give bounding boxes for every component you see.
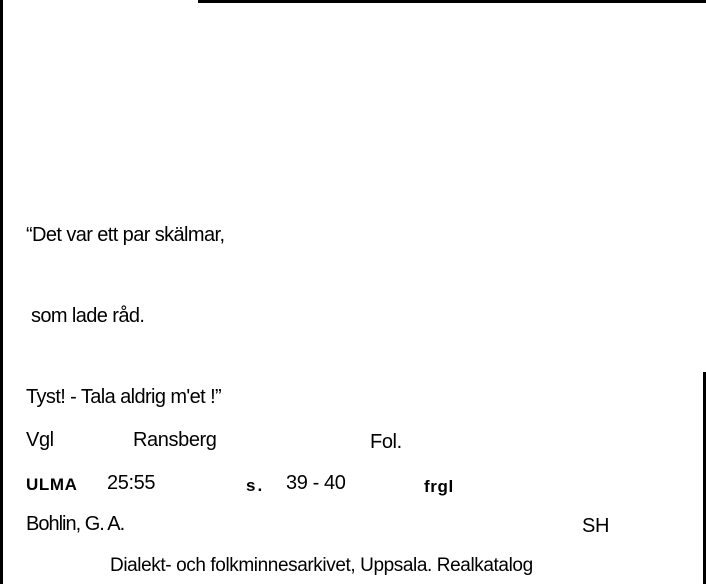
pages-prefix: s. bbox=[246, 476, 265, 495]
verse-text bbox=[26, 168, 224, 465]
card-top-edge bbox=[198, 0, 706, 3]
verse-line-2: som lade råd. bbox=[26, 305, 145, 327]
region-code: Vgl bbox=[26, 429, 54, 451]
archive-code: ULMA bbox=[26, 475, 78, 494]
collector-name: Bohlin, G. A. bbox=[26, 513, 125, 535]
card-left-edge bbox=[0, 0, 3, 584]
place-name: Ransberg bbox=[133, 429, 217, 451]
verse-line-1: “Det var ett par skälmar, bbox=[26, 224, 225, 246]
page-range: 39 - 40 bbox=[286, 472, 346, 494]
recorder-initials: SH bbox=[582, 515, 609, 537]
verse-line-3: Tyst! - Tala aldrig m'et !” bbox=[26, 386, 222, 408]
genre-code: Fol. bbox=[370, 431, 402, 453]
record-number: 25:55 bbox=[107, 472, 156, 494]
institution-footer: Dialekt- och folkminnesarkivet, Uppsala. Realkatalog bbox=[110, 555, 533, 576]
fragment-flag: frgl bbox=[424, 477, 454, 496]
